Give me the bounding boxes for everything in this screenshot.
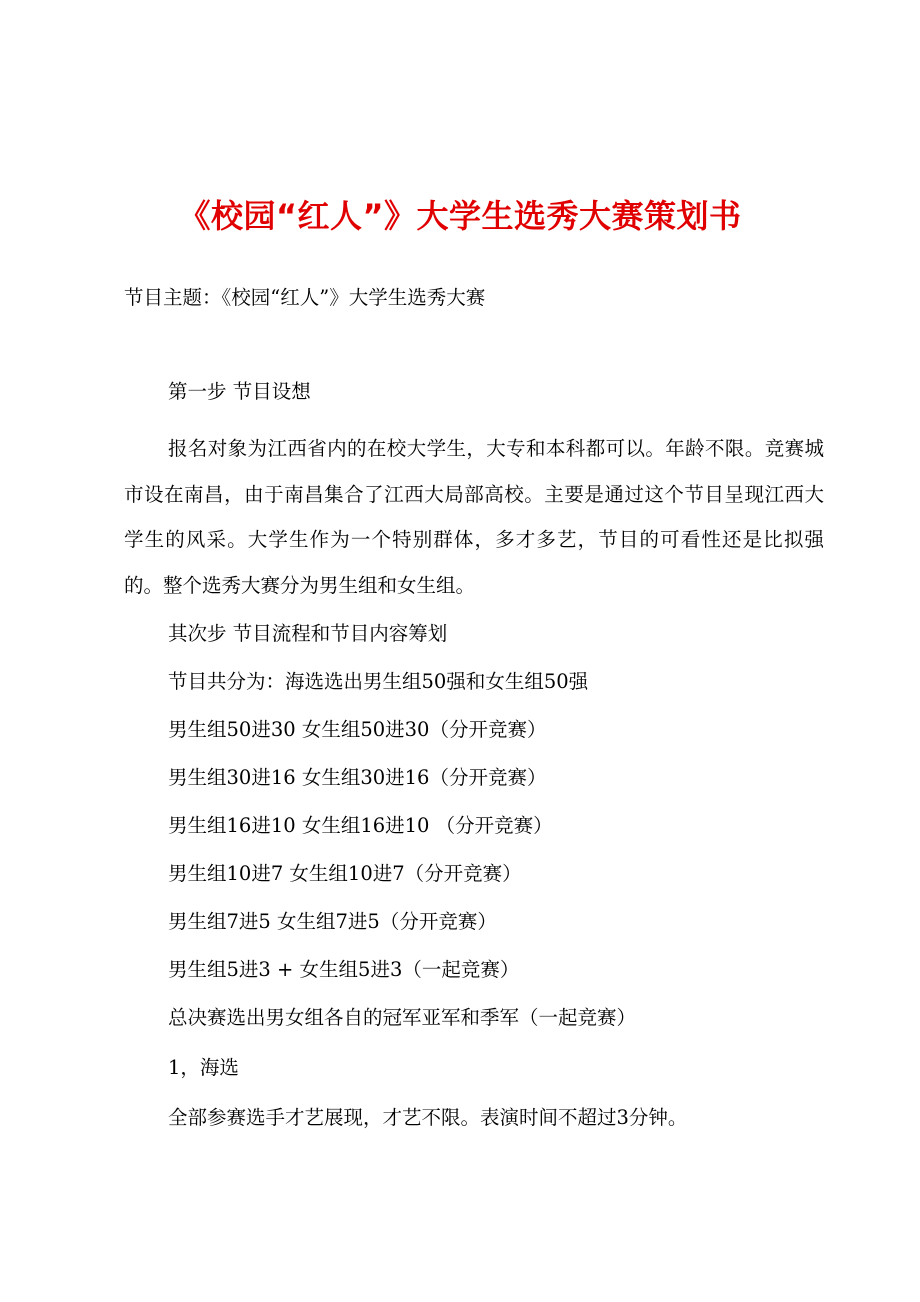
round-item: 男生组16进10 女生组16进10 （分开竞赛） [168,814,553,837]
step2-heading: 其次步 节目流程和节目内容筹划 [168,622,448,645]
document-title: 《校园“红人”》大学生选秀大赛策划书 [178,197,742,235]
section1-heading: 1，海选 [168,1056,239,1079]
section1-text: 全部参赛选手才艺展现，才艺不限。表演时间不超过3分钟。 [168,1106,688,1129]
program-theme: 节目主题：《校园“红人”》大学生选秀大赛 [124,286,486,309]
paragraph-registration: 报名对象为江西省内的在校大学生，大专和本科都可以。年龄不限。竞赛城市设在南昌，由于南昌集合了江西大局部高校。主要是通过这个节目呈现江西大学生的风采。大学生作为一个特别群体，多才多艺，节目的可看性还是比拟强的。整个选秀大赛分为男生组和女生组。 [124,437,824,597]
round-item: 男生组10进7 女生组10进7（分开竞赛） [168,862,522,885]
round-item: 节目共分为：海选选出男生组50强和女生组50强 [168,670,589,693]
round-item: 男生组30进16 女生组30进16（分开竞赛） [168,766,547,789]
round-item: 男生组50进30 女生组50进30（分开竞赛） [168,718,547,741]
round-item: 男生组5进3 + 女生组5进3（一起竞赛） [168,958,520,981]
step1-heading: 第一步 节目设想 [168,380,311,403]
round-item-final: 总决赛选出男女组各自的冠军亚军和季军（一起竞赛） [168,1006,637,1029]
round-item: 男生组7进5 女生组7进5（分开竞赛） [168,910,497,933]
